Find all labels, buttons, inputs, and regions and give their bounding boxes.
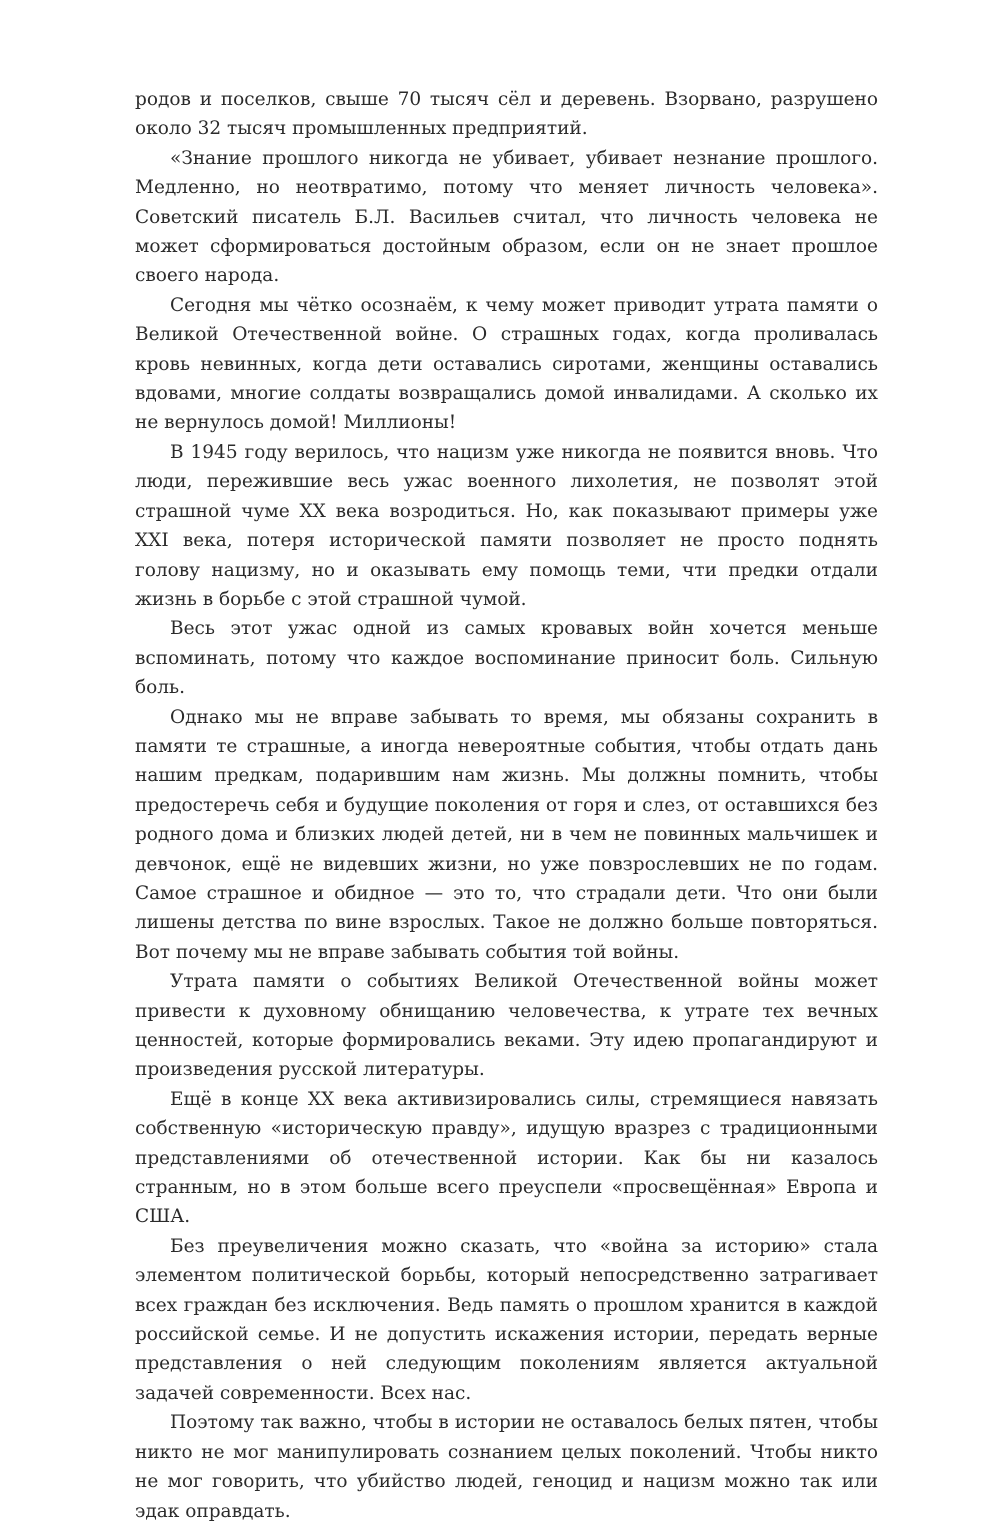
document-page: [135, 85, 878, 1526]
paragraph-10: Поэтому так важно, чтобы в истории не оставалось белых пятен, чтобы никто не мог манипулировать сознанием целых поколений. Чтобы никто не мог говорить, что убийство людей, геноцид и нацизм можно так или эдак оправдать.: [135, 1412, 878, 1522]
paragraph-9: Без преувеличения можно сказать, что «война за историю» стала элементом политической борьбы, который непосредственно затрагивает всех граждан без исключения. Ведь память о прошлом хранится в каждой российской семье. И не допустить искажения истории, передать верные представления о ней следующим поколениям является актуальной задачей современности. Всех нас.: [135, 1235, 878, 1404]
paragraph-3: Сегодня мы чётко осознаём, к чему может приводит утрата памяти о Великой Отечественной войне. О страшных годах, когда проливалась кровь невинных, когда дети оставались сиротами, женщины оставались вдовами, многие солдаты возвращались домой инвалидами. А сколько их не вернулось домой! Миллионы!: [135, 294, 878, 434]
paragraph-8: Ещё в конце XX века активизировались силы, стремящиеся навязать собственную «историческую правду», идущую вразрез с традиционными представлениями об отечественной истории. Как бы ни казалось странным, но в этом больше всего преуспели «просвещённая» Европа и США.: [135, 1088, 878, 1228]
paragraph-6: Однако мы не вправе забывать то время, мы обязаны сохранить в памяти те страшные, а иногда невероятные события, чтобы отдать дань нашим предкам, подарившим нам жизнь. Мы должны помнить, чтобы предостеречь себя и будущие поколения от горя и слез, от оставшихся без родного дома и близких людей детей, ни в чем не повинных мальчишек и девчонок, ещё не видевших жизни, но уже повзрослевших не по годам. Самое страшное и обидное — это то, что страдали дети. Что они были лишены детства по вине взрослых. Такое не должно больше повторяться. Вот почему мы не вправе забывать события той войны.: [135, 706, 878, 963]
paragraph-2: «Знание прошлого никогда не убивает, убивает незнание прошлого. Медленно, но неотвратимо, потому что меняет личность человека». Советский писатель Б.Л. Васильев считал, что личность человека не может сформироваться достойным образом, если он не знает прошлое своего народа.: [135, 147, 878, 287]
paragraph-5: Весь этот ужас одной из самых кровавых войн хочется меньше вспоминать, потому что каждое воспоминание приносит боль. Сильную боль.: [135, 618, 878, 699]
paragraph-7: Утрата памяти о событиях Великой Отечественной войны может привести к духовному обнищанию человечества, к утрате тех вечных ценностей, которые формировались веками. Эту идею пропагандируют и произведения русской литературы.: [135, 971, 878, 1081]
paragraph-4: В 1945 году верилось, что нацизм уже никогда не появится вновь. Что люди, пережившие весь ужас военного лихолетия, не позволят этой страшной чуме XX века возродиться. Но, как показывают примеры уже XXI века, потеря исторической памяти позволяет не просто поднять голову нацизму, но и оказывать ему помощь теми, чти предки отдали жизнь в борьбе с этой страшной чумой.: [135, 441, 878, 610]
paragraph-1: родов и поселков, свыше 70 тысяч сёл и деревень. Взорвано, разрушено около 32 тысяч промышленных предприятий.: [135, 89, 878, 140]
